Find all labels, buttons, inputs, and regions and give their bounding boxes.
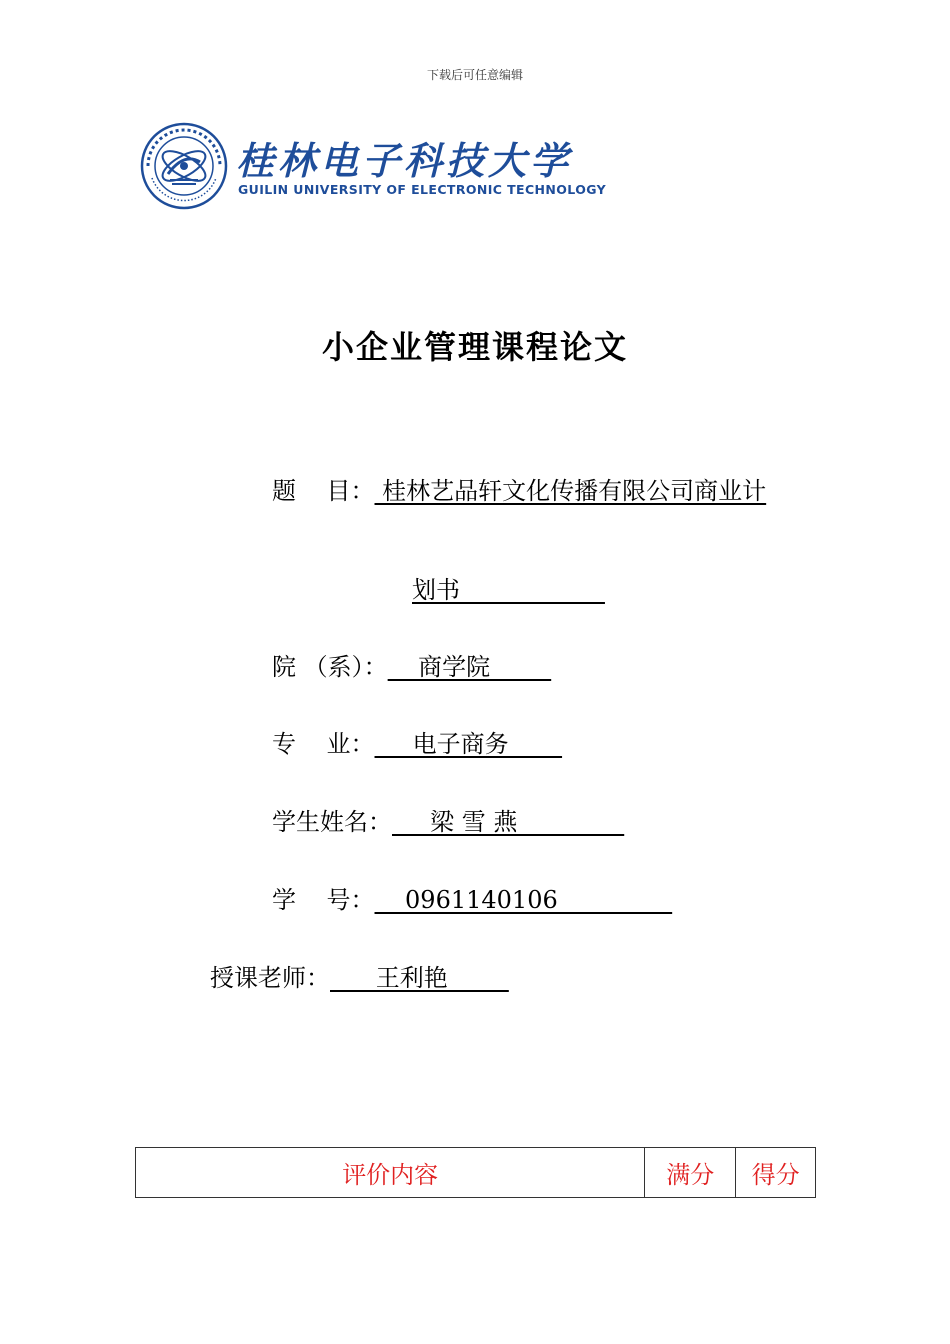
topic-label: 题 目：	[272, 477, 375, 505]
teacher-label: 授课老师：	[210, 964, 330, 992]
university-logo	[140, 122, 607, 212]
department-label: 院 （系）：	[272, 653, 388, 681]
student-id-value: 0961140106	[374, 886, 673, 914]
teacher-value: 王利艳	[330, 964, 509, 992]
topic-field	[272, 476, 766, 506]
topic-field-continued	[412, 575, 605, 605]
major-value: 电子商务	[374, 730, 563, 758]
evaluation-table	[135, 1147, 816, 1198]
topic-value-line2: 划书	[412, 576, 605, 604]
university-name-cn: 桂林电子科技大学	[236, 139, 573, 183]
student-id-label: 学 号：	[272, 886, 375, 914]
score-header: 得分	[736, 1148, 816, 1198]
topic-value-line1: 桂林艺品轩文化传播有限公司商业计	[374, 477, 767, 505]
student-name-value: 梁 雪 燕	[392, 808, 625, 836]
table-row	[136, 1148, 816, 1198]
major-field	[272, 729, 562, 759]
student-id-field	[272, 885, 672, 915]
department-field	[272, 652, 551, 682]
header-note: 下载后可任意编辑	[426, 68, 523, 82]
department-value: 商学院	[387, 653, 552, 681]
student-name-label: 学生姓名：	[272, 808, 392, 836]
major-label: 专 业：	[272, 730, 375, 758]
teacher-field	[210, 963, 509, 993]
full-score-header: 满分	[645, 1148, 736, 1198]
university-seal-icon	[140, 122, 228, 210]
eval-content-header: 评价内容	[136, 1148, 645, 1198]
page-title: 小企业管理课程论文	[321, 328, 628, 366]
student-name-field	[272, 807, 624, 837]
university-name-en: GUILIN UNIVERSITY OF ELECTRONIC TECHNOLOGY	[238, 182, 607, 197]
